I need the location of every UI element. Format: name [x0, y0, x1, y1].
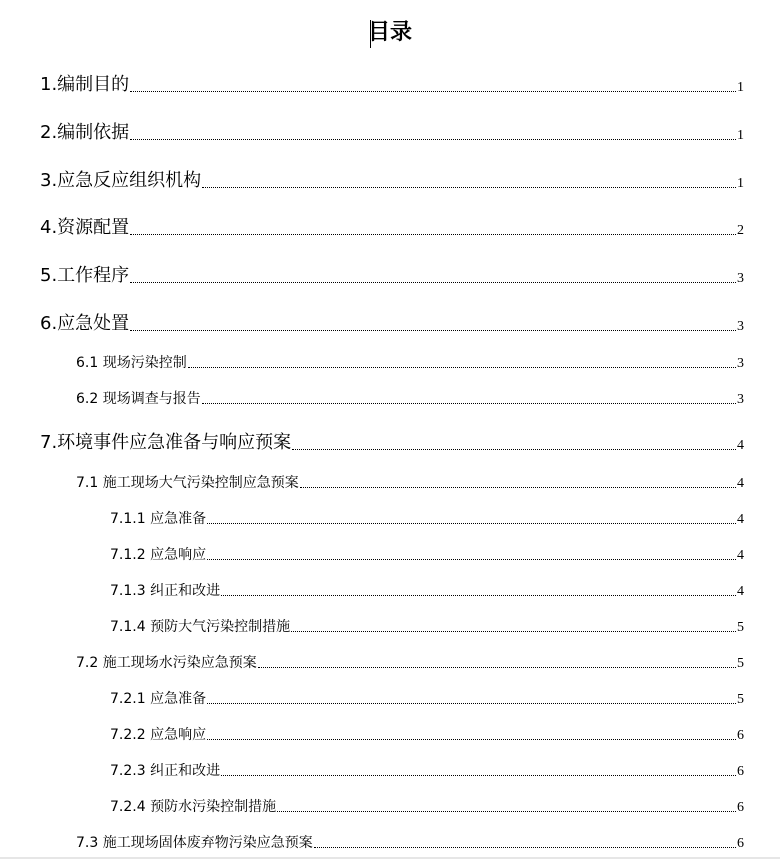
- toc-page-number: 1: [737, 176, 744, 191]
- toc-dot-leader: [207, 703, 736, 704]
- toc-entry[interactable]: [110, 508, 744, 528]
- toc-dot-leader: [314, 847, 736, 848]
- toc-entry[interactable]: [40, 430, 744, 454]
- toc-entry[interactable]: [40, 120, 744, 144]
- toc-page-number: 3: [737, 356, 744, 371]
- toc-entry-label: 3.应急反应组织机构: [40, 170, 202, 191]
- toc-entry-label: 2.编制依据: [40, 122, 130, 143]
- toc-entry[interactable]: [110, 544, 744, 564]
- toc-dot-leader: [202, 403, 736, 404]
- toc-page-number: 4: [737, 512, 744, 527]
- toc-entry-label: 7.2.4 预防水污染控制措施: [110, 799, 277, 815]
- toc-page-number: 6: [737, 764, 744, 779]
- toc-entry-label: 6.2 现场调查与报告: [76, 391, 201, 407]
- toc-entry-label: 5.工作程序: [40, 265, 130, 286]
- toc-entry-label: 7.3 施工现场固体废弃物污染应急预案: [76, 835, 313, 851]
- toc-dot-leader: [300, 487, 736, 488]
- toc-dot-leader: [130, 139, 736, 140]
- toc-entry-label: 7.2.2 应急响应: [110, 727, 207, 743]
- toc-entry[interactable]: [110, 796, 744, 816]
- toc-page-number: 4: [737, 476, 744, 491]
- toc-page-number: 1: [737, 128, 744, 143]
- toc-entry-label: 6.1 现场污染控制: [76, 355, 187, 371]
- toc-dot-leader: [258, 667, 736, 668]
- toc-page-number: 6: [737, 728, 744, 743]
- toc-entry[interactable]: [40, 311, 744, 335]
- toc-entry[interactable]: [40, 72, 744, 96]
- toc-dot-leader: [221, 775, 736, 776]
- toc-entry-label: 7.2.3 纠正和改进: [110, 763, 221, 779]
- toc-page-number: 5: [737, 656, 744, 671]
- toc-entry[interactable]: [110, 580, 744, 600]
- toc-dot-leader: [130, 91, 736, 92]
- toc-entry[interactable]: [76, 832, 744, 852]
- toc-dot-leader: [130, 282, 736, 283]
- toc-page-number: 2: [737, 223, 744, 238]
- toc-entry[interactable]: [76, 352, 744, 372]
- toc-entry[interactable]: [110, 760, 744, 780]
- toc-page-number: 6: [737, 800, 744, 815]
- toc-entry[interactable]: [40, 263, 744, 287]
- toc-dot-leader: [207, 559, 736, 560]
- toc-page-number: 3: [737, 392, 744, 407]
- toc-page-number: 5: [737, 692, 744, 707]
- toc-entry-label: 6.应急处置: [40, 313, 130, 334]
- toc-entry-label: 7.1.2 应急响应: [110, 547, 207, 563]
- toc-entry-label: 1.编制目的: [40, 74, 130, 95]
- toc-dot-leader: [188, 367, 736, 368]
- toc-entry[interactable]: [110, 616, 744, 636]
- toc-page-number: 3: [737, 271, 744, 286]
- toc-dot-leader: [207, 523, 736, 524]
- toc-entry[interactable]: [40, 168, 744, 192]
- toc-dot-leader: [292, 449, 736, 450]
- toc-page-number: 4: [737, 438, 744, 453]
- toc-entry[interactable]: [110, 688, 744, 708]
- toc-page-number: 1: [737, 80, 744, 95]
- toc-page-number: 5: [737, 620, 744, 635]
- toc-dot-leader: [291, 631, 736, 632]
- toc-entry-label: 7.1.1 应急准备: [110, 511, 207, 527]
- toc-page-number: 4: [737, 548, 744, 563]
- toc-entry[interactable]: [76, 472, 744, 492]
- toc-dot-leader: [202, 187, 736, 188]
- toc-entry[interactable]: [76, 388, 744, 408]
- toc-entry-label: 7.2.1 应急准备: [110, 691, 207, 707]
- toc-entry-label: 7.1.3 纠正和改进: [110, 583, 221, 599]
- toc-dot-leader: [221, 595, 736, 596]
- toc-dot-leader: [130, 234, 736, 235]
- toc-dot-leader: [130, 330, 736, 331]
- toc-entry-label: 7.环境事件应急准备与响应预案: [40, 432, 292, 453]
- toc-entry[interactable]: [40, 215, 744, 239]
- toc-entry[interactable]: [110, 724, 744, 744]
- toc-page-number: 3: [737, 319, 744, 334]
- toc-entry-label: 7.1 施工现场大气污染控制应急预案: [76, 475, 299, 491]
- toc-entry[interactable]: [76, 652, 744, 672]
- toc-entry-label: 7.1.4 预防大气污染控制措施: [110, 619, 291, 635]
- toc-page-number: 6: [737, 836, 744, 851]
- toc-entry-label: 4.资源配置: [40, 217, 130, 238]
- toc-dot-leader: [277, 811, 736, 812]
- toc-page-number: 4: [737, 584, 744, 599]
- toc-dot-leader: [207, 739, 736, 740]
- toc-entry-label: 7.2 施工现场水污染应急预案: [76, 655, 257, 671]
- toc-title: 目录: [367, 20, 412, 45]
